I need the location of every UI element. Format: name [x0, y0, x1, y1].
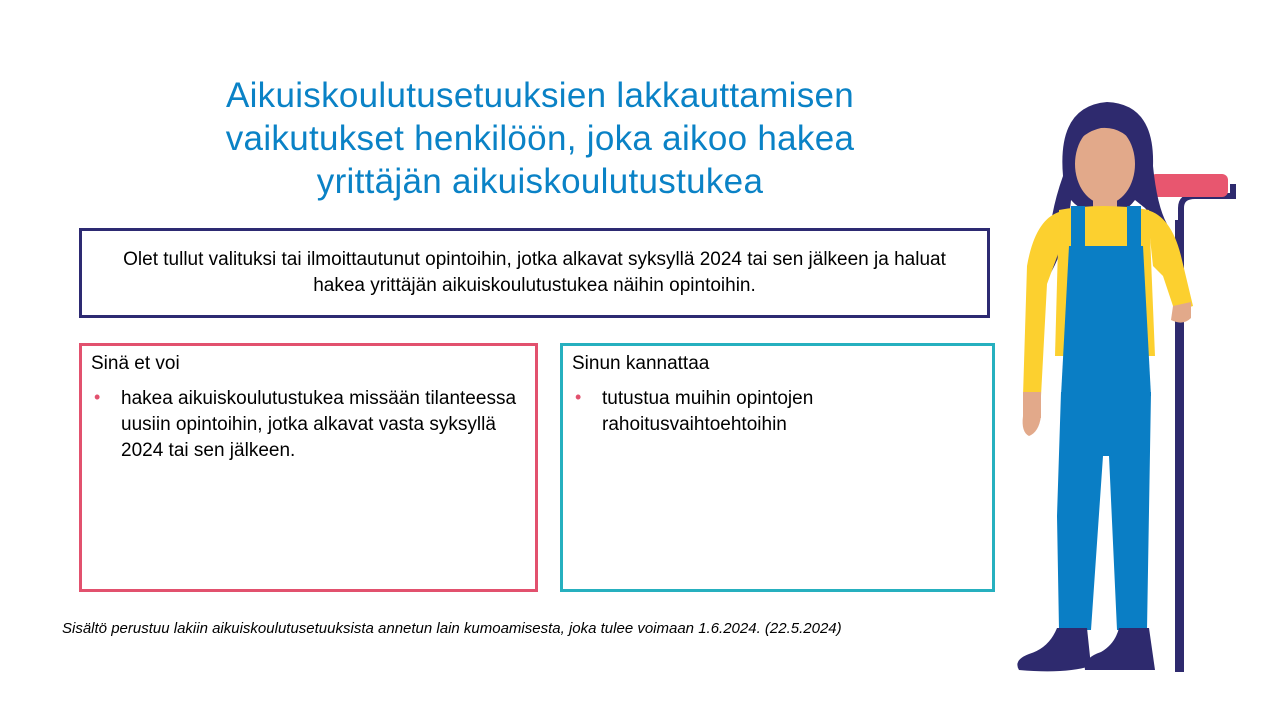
page-title — [120, 74, 960, 203]
source-footnote: Sisältö perustuu lakiin aikuiskoulutusetuuksista annetun lain kumoamisesta, joka tulee voimaan 1.6.2024. (22.5.2024) — [62, 620, 842, 637]
overalls-legs — [1057, 392, 1151, 630]
cannot-do-panel — [79, 343, 538, 592]
right-shoe — [1085, 628, 1155, 670]
intro-box — [79, 228, 990, 318]
face — [1075, 124, 1135, 204]
left-sleeve — [1023, 212, 1061, 396]
intro-text: Olet tullut valituksi tai ilmoittautunut opintoihin, jotka alkavat syksyllä 2024 tai sen jälkeen ja haluat hakea yrittäjän aikuiskoulutustukea näihin opintoihin. — [123, 249, 946, 296]
list-item — [572, 386, 984, 438]
recommended-list — [572, 386, 984, 438]
paint-roller-icon — [1150, 174, 1228, 197]
title-line-2: vaikutukset henkilöön, joka aikoo hakea — [225, 119, 855, 158]
recommended-panel — [560, 343, 995, 592]
recommended-heading: Sinun kannattaa — [572, 353, 710, 374]
overall-strap-right — [1127, 206, 1141, 252]
cannot-do-heading: Sinä et voi — [91, 353, 180, 374]
list-item — [91, 386, 527, 464]
cannot-do-list — [91, 386, 527, 464]
list-item-text: tutustua muihin opintojen rahoitusvaihtoehtoihin — [602, 388, 814, 435]
overalls-bib — [1061, 246, 1151, 396]
bullet-icon: • — [94, 387, 101, 407]
painter-woman-illustration — [1005, 96, 1245, 678]
bullet-icon: • — [575, 387, 582, 407]
right-sleeve — [1147, 210, 1193, 312]
title-line-3: yrittäjän aikuiskoulutustukea — [316, 162, 764, 201]
left-shoe — [1017, 628, 1091, 671]
title-line-1: Aikuiskoulutusetuuksien lakkauttamisen — [225, 76, 855, 115]
left-hand — [1023, 392, 1041, 418]
overall-strap-left — [1071, 206, 1085, 252]
list-item-text: hakea aikuiskoulutustukea missään tilanteessa uusiin opintoihin, jotka alkavat vasta syksyllä 2024 tai sen jälkeen. — [121, 388, 517, 461]
